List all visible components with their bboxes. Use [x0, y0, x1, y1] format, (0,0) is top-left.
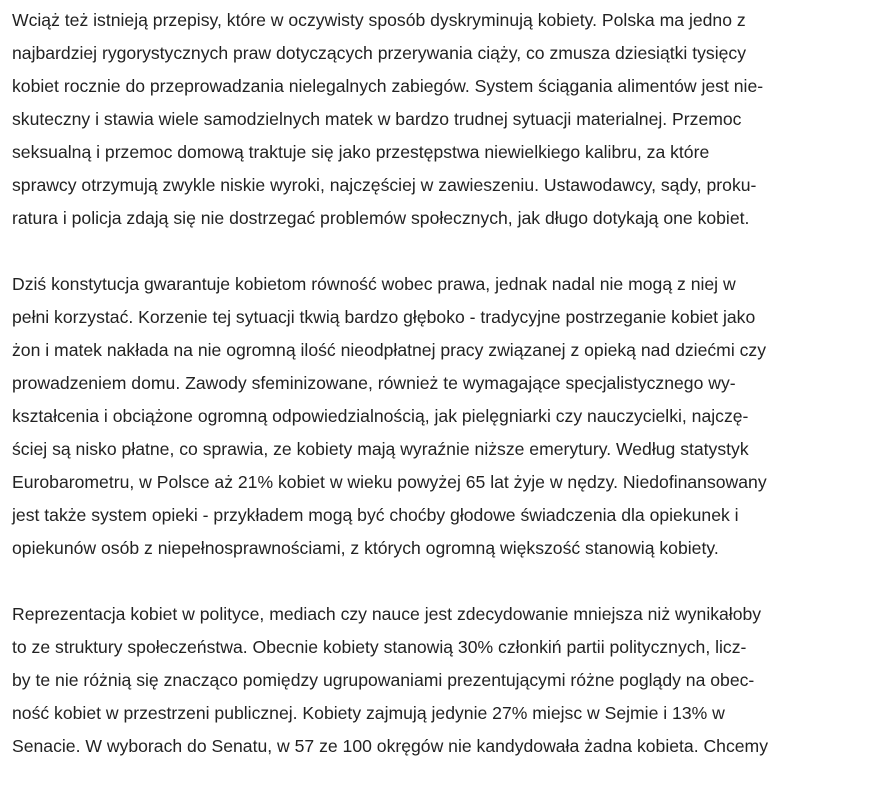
text-line: by te nie różnią się znacząco pomiędzy ugrupowaniami prezentującymi różne poglądy na obec-	[12, 670, 755, 690]
paragraph-discriminatory-laws	[12, 4, 862, 235]
text-line: skuteczny i stawia wiele samodzielnych matek w bardzo trudnej sytuacji materialnej. Przemoc	[12, 109, 742, 129]
text-line: pełni korzystać. Korzenie tej sytuacji tkwią bardzo głęboko - tradycyjne postrzeganie kobiet jako	[12, 307, 756, 327]
text-line: żon i matek nakłada na nie ogromną ilość nieodpłatnej pracy związanej z opieką nad dziećmi czy	[12, 340, 767, 360]
text-line: kobiet rocznie do przeprowadzania nielegalnych zabiegów. System ściągania alimentów jest nie-	[12, 76, 764, 96]
text-line: Wciąż też istnieją przepisy, które w oczywisty sposób dyskryminują kobiety. Polska ma jedno z	[12, 10, 746, 30]
text-line: Eurobarometru, w Polsce aż 21% kobiet w wieku powyżej 65 lat żyje w nędzy. Niedofinansowany	[12, 472, 767, 492]
text-line: ratura i policja zdają się nie dostrzegać problemów społecznych, jak długo dotykają one kobiet.	[12, 208, 750, 228]
text-line: jest także system opieki - przykładem mogą być choćby głodowe świadczenia dla opiekunek i	[12, 505, 739, 525]
text-line: Senacie. W wyborach do Senatu, w 57 ze 100 okręgów nie kandydowała żadna kobieta. Chcemy	[12, 736, 768, 756]
text-line: ściej są nisko płatne, co sprawia, ze kobiety mają wyraźnie niższe emerytury. Według statystyk	[12, 439, 749, 459]
article-body	[12, 4, 862, 796]
text-line: kształcenia i obciążone ogromną odpowiedzialnością, jak pielęgniarki czy nauczycielki, najczę-	[12, 406, 749, 426]
text-line: seksualną i przemoc domową traktuje się jako przestępstwa niewielkiego kalibru, za które	[12, 142, 710, 162]
text-line: prowadzeniem domu. Zawody sfeminizowane, również te wymagające specjalistycznego wy-	[12, 373, 736, 393]
text-line: opiekunów osób z niepełnosprawnościami, z których ogromną większość stanowią kobiety.	[12, 538, 719, 558]
text-line: ność kobiet w przestrzeni publicznej. Kobiety zajmują jedynie 27% miejsc w Sejmie i 13% w	[12, 703, 725, 723]
text-line: Dziś konstytucja gwarantuje kobietom równość wobec prawa, jednak nadal nie mogą z niej w	[12, 274, 736, 294]
text-line: najbardziej rygorystycznych praw dotyczących przerywania ciąży, co zmusza dziesiątki tysięcy	[12, 43, 746, 63]
text-line: sprawcy otrzymują zwykle niskie wyroki, najczęściej w zawieszeniu. Ustawodawcy, sądy, proku-	[12, 175, 757, 195]
text-line: to ze struktury społeczeństwa. Obecnie kobiety stanowią 30% członkiń partii politycznych, licz-	[12, 637, 747, 657]
text-line: Reprezentacja kobiet w polityce, mediach czy nauce jest zdecydowanie mniejsza niż wynikałoby	[12, 604, 762, 624]
paragraph-political-representation	[12, 598, 862, 763]
paragraph-constitutional-equality	[12, 268, 862, 565]
